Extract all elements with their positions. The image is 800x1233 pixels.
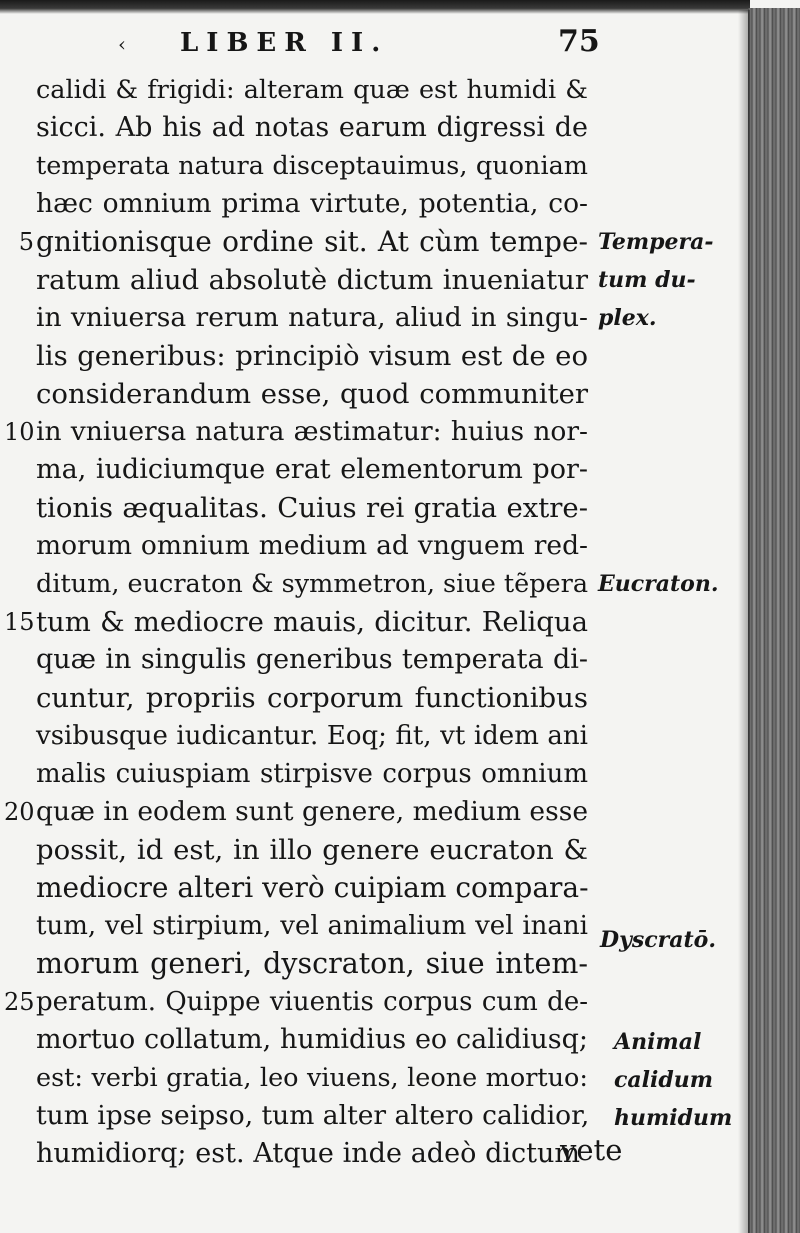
text-line: ditum, eucraton & symmetron, siue tẽpera xyxy=(36,569,589,599)
text-line: ratum aliud absolutè dictum inueniatur xyxy=(36,264,588,296)
page-number: 75 xyxy=(558,24,600,59)
margin-note: Animal xyxy=(614,1029,702,1055)
catchword: vete xyxy=(560,1133,623,1167)
text-line: hæc omnium prima virtute, potentia, co- xyxy=(36,188,588,219)
margin-note: plex. xyxy=(598,305,657,331)
text-line: morum generi, dyscraton, siue intem- xyxy=(36,947,588,980)
text-line: tum ipse seipso, tum alter altero calidior, xyxy=(36,1100,590,1131)
text-line: ma, iudiciumque erat elementorum por- xyxy=(36,454,588,485)
text-line: quæ in singulis generibus temperata di- xyxy=(36,644,588,675)
text-line: lis generibus: principiò visum est de eo xyxy=(36,340,588,372)
margin-note: Dyscratō. xyxy=(600,927,716,953)
text-line: est: verbi gratia, leo viuens, leone mortuo: xyxy=(36,1063,588,1093)
running-title: LIBER II. xyxy=(180,28,389,58)
margin-note: calidum xyxy=(614,1067,714,1093)
text-line: vsibusque iudicantur. Eoq; fit, vt idem ani xyxy=(36,721,588,751)
text-line: tum & mediocre mauis, dicitur. Reliqua xyxy=(36,606,588,638)
text-line: gnitionisque ordine sit. At cùm tempe- xyxy=(36,225,588,258)
margin-note: tum du- xyxy=(598,267,696,293)
book-spine xyxy=(748,8,800,1233)
text-line: in vniuersa rerum natura, aliud in singu- xyxy=(36,302,588,333)
text-line: quæ in eodem sunt genere, medium esse xyxy=(36,796,588,827)
line-number: 10 xyxy=(4,418,35,446)
header-mark: ‹ xyxy=(118,32,126,56)
running-header xyxy=(118,24,600,64)
text-line: humidiorq; est. Atque inde adeò dictum xyxy=(36,1138,580,1169)
text-line: morum omnium medium ad vnguem red- xyxy=(36,530,588,561)
margin-note: Tempera- xyxy=(598,229,714,255)
text-line: cuntur, propriis corporum functionibus xyxy=(36,682,588,714)
page-gutter-shadow xyxy=(738,10,750,1233)
text-line: tum, vel stirpium, vel animalium vel inani xyxy=(36,911,588,941)
line-number: 5 xyxy=(18,228,34,256)
text-line: considerandum esse, quod communiter xyxy=(36,378,588,410)
line-number: 15 xyxy=(4,608,35,636)
text-line: malis cuiuspiam stirpisve corpus omnium xyxy=(36,759,588,789)
page-top-shadow xyxy=(0,0,750,14)
text-line: calidi & frigidi: alteram quæ est humidi & xyxy=(36,75,588,105)
line-number: 25 xyxy=(4,988,35,1016)
text-line: mediocre alteri verò cuipiam compara- xyxy=(36,871,589,904)
text-line: sicci. Ab his ad notas earum digressi de xyxy=(36,112,588,143)
margin-note: humidum xyxy=(614,1105,733,1131)
text-line: temperata natura disceptauimus, quoniam xyxy=(36,151,588,181)
line-number: 20 xyxy=(4,798,35,826)
text-line: in vniuersa natura æstimatur: huius nor- xyxy=(36,416,588,447)
text-line: mortuo collatum, humidius eo calidiusq; xyxy=(36,1024,588,1055)
margin-note: Eucraton. xyxy=(598,571,719,597)
text-line: possit, id est, in illo genere eucraton & xyxy=(36,834,588,866)
text-line: tionis æqualitas. Cuius rei gratia extre- xyxy=(36,492,588,524)
text-line: peratum. Quippe viuentis corpus cum de- xyxy=(36,987,588,1017)
